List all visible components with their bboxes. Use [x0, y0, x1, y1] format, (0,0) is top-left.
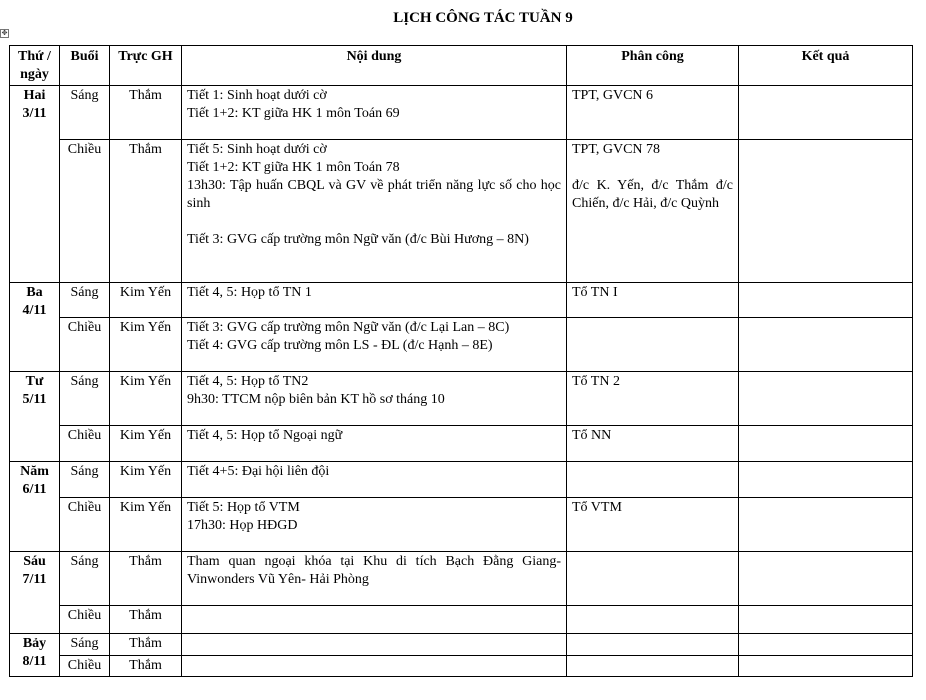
- table-row: [10, 283, 913, 318]
- assign-cell: [567, 283, 739, 318]
- content-cell: [182, 426, 567, 462]
- content-cell: [182, 606, 567, 634]
- session-cell: Sáng: [60, 634, 110, 656]
- session-cell: Sáng: [60, 86, 110, 140]
- session-cell: Chiều: [60, 498, 110, 552]
- content-cell: [182, 656, 567, 677]
- table-row: [10, 86, 913, 140]
- content-line: Tiết 3: GVG cấp trường môn Ngữ văn (đ/c Bùi Hương – 8N): [187, 232, 529, 247]
- result-cell: [739, 283, 913, 318]
- assign-line: Tổ TN I: [572, 285, 618, 300]
- table-row: [10, 318, 913, 372]
- duty-cell: Thắm: [110, 86, 182, 140]
- result-cell: [739, 426, 913, 462]
- day-date: 4/11: [22, 303, 47, 318]
- content-line: 17h30: Họp HĐGD: [187, 518, 298, 533]
- session-cell: Chiều: [60, 318, 110, 372]
- session-cell: Chiều: [60, 656, 110, 677]
- session-cell: Chiều: [60, 606, 110, 634]
- duty-cell: Kim Yến: [110, 426, 182, 462]
- day-name: Hai: [23, 88, 46, 103]
- header-duty: Trực GH: [110, 46, 182, 86]
- content-cell: [182, 283, 567, 318]
- duty-cell: Kim Yến: [110, 372, 182, 426]
- content-cell: [182, 318, 567, 372]
- header-result: Kết quả: [739, 46, 913, 86]
- table-row: [10, 498, 913, 552]
- content-cell: [182, 462, 567, 498]
- assign-line: [572, 159, 733, 177]
- content-cell: [182, 140, 567, 283]
- day-date: 3/11: [22, 106, 47, 121]
- content-line: Tiết 4, 5: Họp tổ TN 1: [187, 285, 312, 300]
- content-line: Tiết 1: Sinh hoạt dưới cờ: [187, 88, 327, 103]
- table-move-handle-icon[interactable]: ✥: [1, 29, 8, 37]
- content-line: Tiết 4: GVG cấp trường môn LS - ĐL (đ/c Hạnh – 8E): [187, 338, 493, 353]
- content-line: Tiết 5: Họp tổ VTM: [187, 500, 300, 515]
- day-date: 8/11: [22, 654, 47, 669]
- day-name: Năm: [20, 464, 49, 479]
- session-cell: Sáng: [60, 552, 110, 606]
- content-line: Tham quan ngoại khóa tại Khu di tích Bạch Đằng Giang- Vinwonders Vũ Yên- Hải Phòng: [187, 554, 561, 587]
- content-line: Tiết 1+2: KT giữa HK 1 môn Toán 69: [187, 106, 400, 121]
- assign-cell: [567, 462, 739, 498]
- duty-cell: Thắm: [110, 140, 182, 283]
- assign-line: Tổ VTM: [572, 500, 622, 515]
- day-cell: [10, 634, 60, 677]
- day-cell: [10, 552, 60, 634]
- content-line: 9h30: TTCM nộp biên bản KT hồ sơ tháng 10: [187, 392, 445, 407]
- content-line: Tiết 4, 5: Họp tổ TN2: [187, 374, 309, 389]
- duty-cell: Kim Yến: [110, 283, 182, 318]
- duty-cell: Kim Yến: [110, 318, 182, 372]
- day-cell: [10, 372, 60, 462]
- result-cell: [739, 372, 913, 426]
- content-cell: [182, 634, 567, 656]
- assign-line: TPT, GVCN 78: [572, 142, 661, 157]
- day-name: Tư: [25, 374, 44, 389]
- assign-line: Tổ NN: [572, 428, 612, 443]
- duty-cell: Kim Yến: [110, 462, 182, 498]
- assign-line: Tổ TN 2: [572, 374, 620, 389]
- content-line: Tiết 5: Sinh hoạt dưới cờ: [187, 142, 327, 157]
- result-cell: [739, 552, 913, 606]
- content-cell: [182, 552, 567, 606]
- session-cell: Chiều: [60, 140, 110, 283]
- assign-cell: [567, 606, 739, 634]
- schedule-table: [9, 45, 913, 677]
- content-cell: [182, 372, 567, 426]
- header-assign: Phân công: [567, 46, 739, 86]
- content-line: Tiết 4, 5: Họp tổ Ngoại ngữ: [187, 428, 343, 443]
- table-row: [10, 426, 913, 462]
- day-cell: [10, 86, 60, 283]
- content-cell: [182, 86, 567, 140]
- assign-line: TPT, GVCN 6: [572, 88, 654, 103]
- content-line: Tiết 1+2: KT giữa HK 1 môn Toán 78: [187, 160, 400, 175]
- page-title: LỊCH CÔNG TÁC TUẦN 9: [393, 10, 573, 26]
- content-line: Tiết 3: GVG cấp trường môn Ngữ văn (đ/c Lại Lan – 8C): [187, 320, 510, 335]
- duty-cell: Thắm: [110, 552, 182, 606]
- header-content: Nội dung: [182, 46, 567, 86]
- assign-cell: [567, 552, 739, 606]
- header-day: Thứ / ngày: [10, 46, 60, 86]
- session-cell: Chiều: [60, 426, 110, 462]
- table-row: [10, 462, 913, 498]
- duty-cell: Thắm: [110, 634, 182, 656]
- day-date: 7/11: [22, 572, 47, 587]
- day-cell: [10, 462, 60, 552]
- result-cell: [739, 656, 913, 677]
- table-row: [10, 372, 913, 426]
- assign-cell: [567, 656, 739, 677]
- assign-cell: [567, 140, 739, 283]
- session-cell: Sáng: [60, 462, 110, 498]
- session-cell: Sáng: [60, 283, 110, 318]
- duty-cell: Thắm: [110, 656, 182, 677]
- day-cell: [10, 283, 60, 372]
- duty-cell: Thắm: [110, 606, 182, 634]
- result-cell: [739, 140, 913, 283]
- duty-cell: Kim Yến: [110, 498, 182, 552]
- day-name: Ba: [26, 285, 43, 300]
- table-row: [10, 140, 913, 283]
- table-row: [10, 552, 913, 606]
- day-name: Bảy: [22, 636, 47, 651]
- result-cell: [739, 462, 913, 498]
- assign-cell: [567, 426, 739, 462]
- result-cell: [739, 606, 913, 634]
- day-date: 5/11: [22, 392, 47, 407]
- result-cell: [739, 634, 913, 656]
- result-cell: [739, 86, 913, 140]
- assign-cell: [567, 372, 739, 426]
- day-name: Sáu: [23, 554, 46, 569]
- assign-cell: [567, 86, 739, 140]
- assign-cell: [567, 318, 739, 372]
- header-row: [10, 46, 913, 86]
- content-line: Tiết 4+5: Đại hội liên đội: [187, 464, 330, 479]
- assign-line: đ/c K. Yến, đ/c Thắm đ/c Chiến, đ/c Hải, đ/c Quỳnh: [572, 178, 733, 211]
- table-row: [10, 634, 913, 656]
- session-cell: Sáng: [60, 372, 110, 426]
- day-date: 6/11: [22, 482, 47, 497]
- header-session: Buổi: [60, 46, 110, 86]
- result-cell: [739, 498, 913, 552]
- assign-cell: [567, 498, 739, 552]
- assign-cell: [567, 634, 739, 656]
- table-row: [10, 606, 913, 634]
- content-line: [187, 213, 561, 231]
- content-cell: [182, 498, 567, 552]
- result-cell: [739, 318, 913, 372]
- content-line: 13h30: Tập huấn CBQL và GV về phát triển năng lực số cho học sinh: [187, 178, 561, 211]
- table-row: [10, 656, 913, 677]
- schedule-body: [10, 86, 913, 677]
